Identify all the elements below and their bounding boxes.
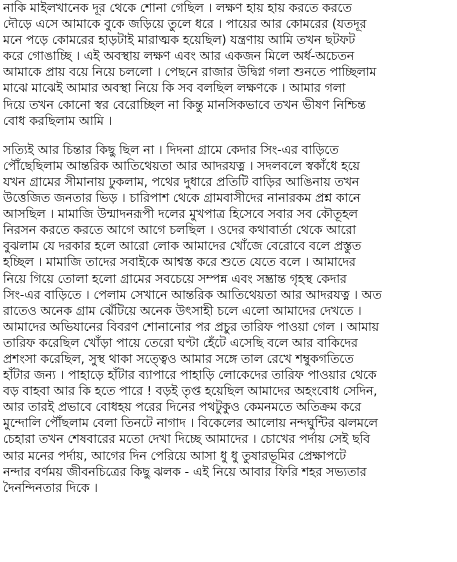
text-line: বুঝলাম যে দরকার হলে আরো লোক আমাদের খোঁজে বেরোবে বলে প্রস্তুত bbox=[3, 239, 362, 254]
text-line: নিয়ে গিয়ে তোলা হলো গ্রামের সবচেয়ে সম্পন্ন এবং সম্ভ্রান্ত গৃহস্থ কেদার bbox=[3, 271, 347, 286]
text-line: বোধ করছিলাম আমি । bbox=[3, 113, 112, 128]
text-line: নিরসন করতে করতে আগে আগে চলছিল । ওদের কথাবার্তা থেকে আরো bbox=[3, 223, 356, 238]
text-line: রাতেও অনেক গ্রাম ঝেঁটিয়ে অনেক উৎসাহী চলে এলো আমাদের দেখতে । bbox=[3, 303, 362, 318]
text-line: আমাকে প্রায় বয়ে নিয়ে চললো । পেছনে রাজার উদ্বিগ্ন গলা শুনতে পাচ্ছিলাম bbox=[3, 65, 377, 80]
text-line: আসছিল । মামাজি উন্মাদনরূপী দলের মুখপাত্র হিসেবে সবার সব কৌতূহল bbox=[3, 207, 358, 222]
paragraph bbox=[3, 142, 454, 496]
text-line: করে গোঙাচ্ছি । এই অবস্থায় লক্ষণ এবং আর একজন মিলে অর্ধ-অচেতন bbox=[3, 49, 355, 64]
text-line: উত্তেজিত জনতার ভিড় । চারিপাশ থেকে গ্রামবাসীদের নানারকম প্রশ্ন কানে bbox=[3, 191, 361, 206]
text-line: তারিফ করেছিল খোঁড়া পায়ে তেরো ঘণ্টা হেঁটে এসেছি বলে আর বাকিদের bbox=[3, 335, 358, 350]
text-line: দৈনন্দিনতার দিকে । bbox=[3, 480, 98, 495]
text-line: হচ্ছিল । মামাজি তাদের সবাইকে আশ্বস্ত করে শুতে যেতে বলে । আমাদের bbox=[3, 255, 356, 270]
text-line: চেহারা তখন শেষবারের মতো দেখা দিচ্ছে আমাদের । চোখের পর্দায় সেই ছবি bbox=[3, 432, 370, 447]
text-line: দৌড়ে এসে আমাকে বুকে জড়িয়ে তুলে ধরে । পায়ের আর কোমরের (যতদূর bbox=[3, 17, 367, 32]
text-line: আমাদের অভিযানের বিবরণ শোনানোর পর প্রচুর তারিফ পাওয়া গেল । আমায় bbox=[3, 319, 379, 334]
text-line: যখন গ্রামের সীমানায় ঢুকলাম, পথের দুধারে প্রতিটি বাড়ির আঙিনায় তখন bbox=[3, 174, 360, 189]
text-line: মুন্দোলি পৌঁছলাম বেলা তিনটে নাগাদ । বিকেলের আলোয় নন্দঘুন্টির ঝলমলে bbox=[3, 416, 378, 431]
text-line: নাকি মাইলখানেক দূর থেকে শোনা গেছিল । লক্ষণ হায় হায় করতে করতে bbox=[3, 1, 352, 15]
paragraph-gap bbox=[3, 129, 454, 142]
text-line: সিং-এর বাড়িতে । পেলাম সেখানে আন্তরিক আতিথেয়তা আর আদরযত্ন । অত bbox=[3, 287, 382, 302]
text-line: দিয়ে তখন কোনো স্বর বেরোচ্ছিল না কিন্তু মানসিকভাবে তখন ভীষণ নিশ্চিন্ত bbox=[3, 97, 366, 112]
text-line: আর মনের পর্দায়, আগের দিন পেরিয়ে আসা ধু ধু তুষারভূমির প্রেক্ষাপটে bbox=[3, 448, 346, 463]
text-line: নন্দার বর্ণময় জীবনচিত্রের কিছু ঝলক - এই নিয়ে আবার ফিরি শহর সভ্যতার bbox=[3, 464, 367, 479]
paragraph bbox=[3, 0, 454, 129]
text-line: মনে পড়ে কোমরের হাড়টাই মারাত্মক হয়েছিল) যন্ত্রণায় আমি তখন ছটফট bbox=[3, 33, 356, 48]
text-line: মাঝে মাঝেই আমার অবস্থা নিয়ে কি সব বলছিল লক্ষণকে । আমার গলা bbox=[3, 81, 346, 96]
text-line: আর তারই প্রভাবে বোধহয় পরের দিনের পথটুকুও কেমনমতে অতিক্রম করে bbox=[3, 400, 362, 415]
text-line: পৌঁছেছিলাম আন্তরিক আতিথেয়তা আর আদরযত্ন । সদলবলে স্বকাঁধে হয়ে bbox=[3, 158, 360, 173]
text-line: বড় বাহবা আর কি হতে পারে ! বড়ই তৃপ্ত হয়েছিল আমাদের অহংবোধ সেদিন, bbox=[3, 384, 378, 399]
text-line: প্রশংসা করেছিল, সুস্থ থাকা সত্ত্বেও আমার সঙ্গে তাল রেখে শম্বুকগতিতে bbox=[3, 351, 354, 366]
text-line: সত্যিই আর চিন্তার কিছু ছিল না । দিদনা গ্রামে কেদার সিং-এর বাড়িতে bbox=[3, 142, 339, 157]
text-line: হাঁটার জন্য । পাহাড়ে হাঁটার ব্যাপারে পাহাড়ি লোকেদের তারিফ পাওয়ার থেকে bbox=[3, 368, 377, 383]
